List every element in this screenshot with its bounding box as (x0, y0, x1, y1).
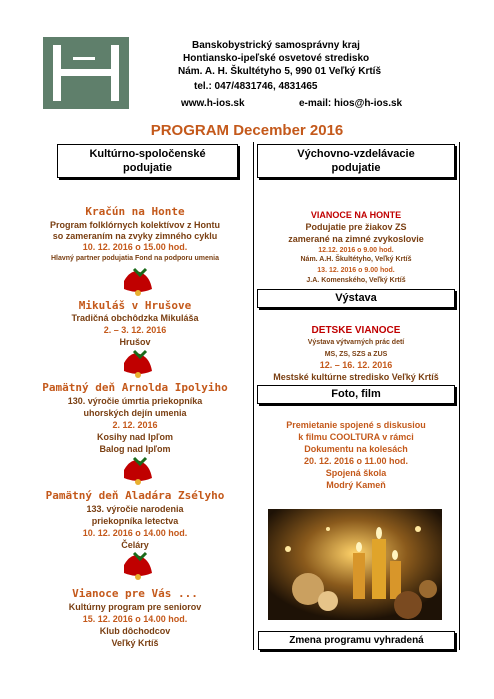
event-line: Program folklórnych kolektívov z Hontu (49, 220, 221, 230)
event-date: 15. 12. 2016 o 14.00 hod. (82, 614, 188, 624)
right-heading-line-1: Výchovno-vzdelávacie (297, 148, 415, 160)
event-line: Výstava výtvarných prác detí (307, 339, 405, 346)
footer-note: Zmena programu vyhradená (258, 631, 455, 650)
left-heading-line-2: podujatie (123, 162, 172, 174)
event-title: VIANOCE NA HONTE (310, 210, 402, 220)
bell-ornament-icon (118, 452, 158, 488)
event-date: 12.12. 2016 o 9.00 hod. (318, 247, 394, 254)
event-date: 2. – 3. 12. 2016 (103, 325, 167, 335)
event-place: Kosihy nad Ipľom (97, 432, 173, 442)
section-vystava: Výstava (257, 289, 455, 308)
org-line-1: Banskobystrický samosprávny kraj (192, 40, 360, 51)
event-place: J.A. Komenského, Veľký Krtíš (306, 277, 406, 284)
event-date: 10. 12. 2016 o 14.00 hod. (82, 528, 188, 538)
event-line: so zameraním na zvyky zimného cyklu (52, 231, 218, 241)
event-line: Podujatie pre žiakov ZS (305, 222, 407, 232)
event-place: Nám. A.H. Škultétyho, Veľký Krtíš (300, 256, 412, 263)
left-heading-line-1: Kultúrno-spoločenské (89, 148, 206, 160)
event-line: k filmu COOLTURA v rámci (298, 432, 414, 442)
right-heading-line-2: podujatie (331, 162, 381, 174)
bell-ornament-icon (118, 345, 158, 381)
event-place: Hrušov (119, 337, 151, 347)
event-place: Spojená škola (325, 468, 387, 478)
event-place: Mestské kultúrne stredisko Veľký Krtíš (273, 372, 439, 382)
event-line: Premietanie spojené s diskusiou (286, 420, 426, 430)
event-line: uhorských dejín umenia (83, 408, 187, 418)
event-title: DETSKE VIANOCE (311, 325, 401, 336)
right-border (459, 142, 460, 650)
event-title: Vianoce pre Vás ... (72, 587, 198, 600)
event-date: 13. 12. 2016 o 9.00 hod. (317, 267, 395, 274)
event-title: Pamätný deň Aladára Zsélyho (45, 489, 225, 502)
event-date: 2. 12. 2016 (112, 420, 158, 430)
event-place: Modrý Kameň (326, 480, 386, 490)
event-line: zamerané na zimné zvykoslovie (288, 234, 424, 244)
org-address: Nám. A. H. Škultétyho 5, 990 01 Veľký Krtíš (178, 66, 382, 77)
page-title: PROGRAM December 2016 (150, 122, 344, 139)
org-phone: tel.: 047/4831746, 4831465 (194, 81, 318, 92)
bell-ornament-icon (118, 547, 158, 583)
event-note: Hlavný partner podujatia Fond na podporu umenia (50, 255, 219, 262)
event-title: Mikuláš v Hrušove (78, 299, 192, 312)
event-place: Balog nad Ipľom (99, 444, 171, 454)
website-link[interactable]: www.h-ios.sk (181, 98, 245, 109)
email-link[interactable]: e-mail: hios@h-ios.sk (299, 98, 403, 109)
christmas-candles-image (268, 509, 442, 620)
column-divider (253, 142, 254, 650)
event-title: Pamätný deň Arnolda Ipolyiho (42, 381, 228, 394)
event-line: Tradičná obchôdzka Mikuláša (71, 313, 199, 323)
org-line-2: Hontiansko-ipeľské osvetové stredisko (183, 53, 370, 64)
event-line: 133. výročie narodenia (86, 504, 184, 514)
section-foto-film: Foto, film (257, 385, 455, 404)
event-place: Klub dôchodcov (99, 626, 171, 636)
event-line: 130. výročie úmrtia priekopníka (67, 396, 203, 406)
event-date: 12. – 16. 12. 2016 (319, 360, 393, 370)
event-line: Kultúrny program pre seniorov (68, 602, 202, 612)
event-date: 10. 12. 2016 o 15.00 hod. (82, 242, 188, 252)
event-line: Dokumentu na kolesách (304, 444, 408, 454)
right-heading (257, 144, 455, 178)
event-line: MS, ZS, SZS a ZUS (324, 351, 388, 358)
event-title: Kračún na Honte (85, 205, 185, 218)
left-heading (57, 144, 238, 178)
event-line: priekopníka letectva (91, 516, 179, 526)
event-place: Čeláry (121, 540, 149, 550)
event-date: 20. 12. 2016 o 11.00 hod. (303, 456, 409, 466)
bell-ornament-icon (118, 263, 158, 299)
event-place: Veľký Krtíš (111, 638, 159, 648)
logo (43, 37, 129, 109)
